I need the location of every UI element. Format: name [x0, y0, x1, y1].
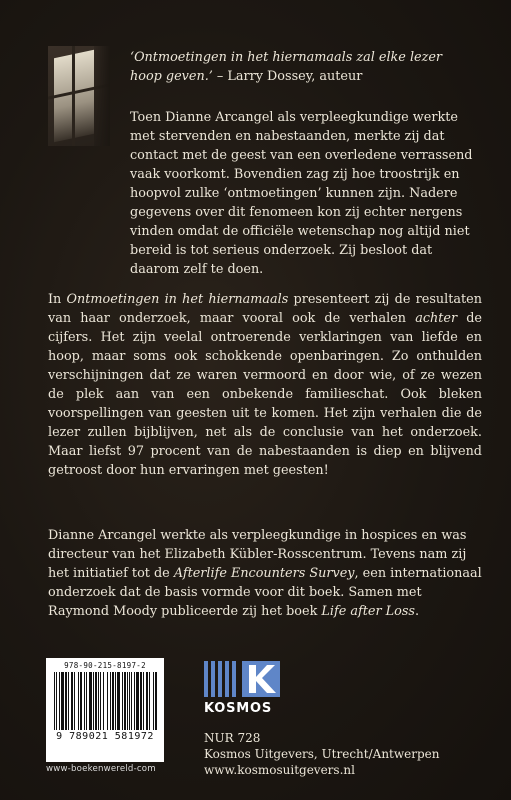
barcode-bar [155, 672, 157, 730]
isbn-label: 978-90-215-8197-2 [64, 661, 146, 670]
window-light-photo [48, 46, 110, 146]
para2-pre: In [48, 292, 67, 307]
barcode-bar [56, 672, 57, 730]
quote-text: ‘Ontmoetingen in het hiernamaals zal elke lezer hoop geven.’ [130, 50, 443, 84]
barcode-bar [74, 672, 75, 730]
barcode-bar [153, 672, 154, 730]
barcode-bar [134, 672, 135, 730]
para3-pre: Dianne Arcangel werkte als verpleegkundige in hospices en was directeur van het Elizabeth Kübler-Rosscentrum. Tevens nam zij het initiatief tot de [48, 528, 467, 581]
para2-post: de cijfers. Het zijn veelal ontroerende verklaringen van liefde en hoop, maar soms ook schokkende openbaringen. Zo onthulden verschijningen dat ze waren vermoord en door wie, of ze wezen de plek aan van een onbekende familieschat. Ook bleken voorspellingen van geesten uit te komen. Het zijn verhalen die de lezer zullen bijblijven, net als de conclusie van het onderzoek. Maar liefst 97 procent van de nabestaanden is diep en blijvend getroost door hun ervaringen met geesten! [48, 311, 482, 478]
publisher-info [204, 730, 464, 778]
barcode-bar [80, 672, 82, 730]
barcode-bar [140, 672, 142, 730]
description-paragraph-1: Toen Dianne Arcangel als verpleegkundige werkte met stervenden en nabestaanden, merkte zij dat contact met de geest van een overledene verrassend vaak voorkomt. Bovendien zag zij hoe troostrijk en hoopvol zulke ‘ontmoetingen’ kunnen zijn. Nadere gegevens over dit fenomeen kon zij echter nergens vinden omdat de officiële wetenschap nog altijd niet bereid is tot serieus onderzoek. Zij besloot dat daarom zelf te doen. [130, 110, 473, 277]
barcode-bar [117, 672, 120, 730]
barcode-bars [52, 672, 158, 730]
barcode-bar [68, 672, 69, 730]
photo-shadow [94, 46, 110, 146]
logo-wordmark: KOSMOS [204, 701, 273, 716]
barcode-bar [107, 672, 108, 730]
barcode-bar [84, 672, 85, 730]
bookstore-website: www-boekenwereld-com [46, 764, 156, 774]
barcode-bar [149, 672, 150, 730]
barcode-bar [71, 672, 73, 730]
barcode-bar [110, 672, 111, 730]
publisher-name: Kosmos Uitgevers, Utrecht/Antwerpen [204, 747, 440, 761]
isbn-digits: 9 789021 581972 [56, 731, 154, 742]
barcode-bar [89, 672, 92, 730]
barcode-bar [78, 672, 79, 730]
quote-attribution: – Larry Dossey, auteur [212, 69, 363, 84]
nur-code: NUR 728 [204, 731, 261, 745]
barcode-bar [65, 672, 67, 730]
barcode-bar [100, 672, 101, 730]
barcode-bar [61, 672, 64, 730]
author-bio-paragraph [48, 526, 482, 621]
barcode-bar [59, 672, 60, 730]
barcode-bar [86, 672, 87, 730]
barcode-bar [143, 672, 144, 730]
barcode-bar [131, 672, 132, 730]
blurb-quote [130, 48, 460, 86]
para2-emphasis: achter [415, 311, 458, 326]
barcode-bar [127, 672, 128, 730]
barcode-bar [129, 672, 130, 730]
kosmos-logo [204, 661, 280, 719]
barcode-bar [124, 672, 126, 730]
isbn-barcode [46, 658, 164, 762]
para3-post: . [414, 604, 420, 619]
barcode-bar [93, 672, 94, 730]
barcode-bar [98, 672, 99, 730]
window-frame-vertical [72, 46, 75, 146]
para2-mid: presenteert zij de resultaten van haar onderzoek, maar vooral ook de verhalen [48, 292, 482, 326]
barcode-bar [146, 672, 148, 730]
publisher-url: www.kosmosuitgevers.nl [204, 763, 355, 777]
description-paragraph-2 [48, 290, 482, 480]
survey-title: Afterlife Encounters Survey [173, 566, 355, 581]
barcode-bar [95, 672, 97, 730]
other-book-title: Life after Loss [321, 604, 415, 619]
para3-mid: , een internationaal onderzoek dat de basis vormde voor dit boek. Samen met Raymond Moody publiceerde zij het boek [48, 566, 482, 619]
barcode-bar [136, 672, 139, 730]
book-title-inline: Ontmoetingen in het hiernamaals [66, 292, 289, 307]
logo-k-mark [242, 661, 280, 697]
barcode-bar [115, 672, 116, 730]
logo-stripes [204, 661, 242, 697]
barcode-bar [112, 672, 114, 730]
barcode-bar [103, 672, 104, 730]
barcode-bar [54, 672, 55, 730]
barcode-bar [122, 672, 123, 730]
